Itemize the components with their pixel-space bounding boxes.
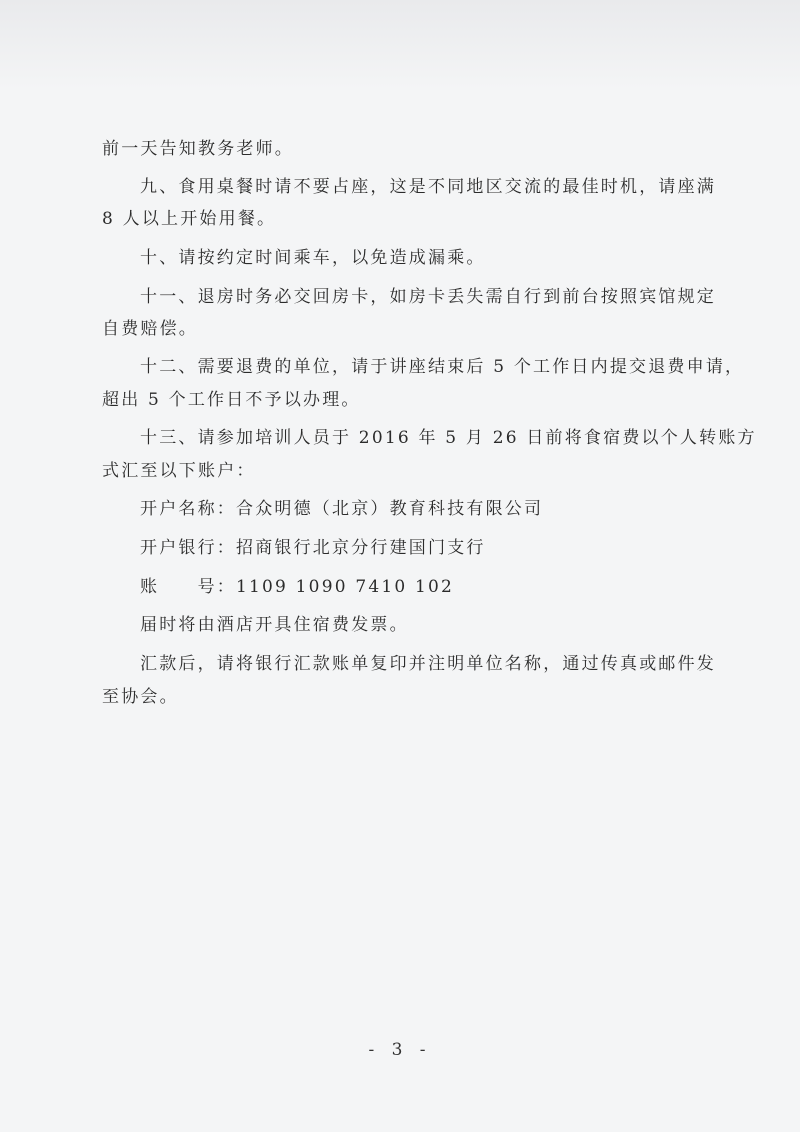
body-line: 十二、需要退费的单位，请于讲座结束后 5 个工作日内提交退费申请，: [140, 357, 745, 377]
body-line: 至协会。: [102, 687, 179, 707]
body-line: 十一、退房时务必交回房卡，如房卡丢失需自行到前台按照宾馆规定: [140, 287, 716, 307]
account-number-line: 账 号：1109 1090 7410 102: [140, 577, 455, 597]
account-name-line: 开户名称：合众明德（北京）教育科技有限公司: [140, 499, 544, 519]
body-line: 十、请按约定时间乘车，以免造成漏乘。: [140, 248, 486, 268]
document-body: [102, 137, 757, 707]
body-line: 届时将由酒店开具住宿费发票。: [140, 615, 409, 635]
body-line: 超出 5 个工作日不予以办理。: [102, 390, 361, 410]
body-line: 十三、请参加培训人员于 2016 年 5 月 26 日前将食宿费以个人转账方: [140, 428, 757, 448]
body-line: 式汇至以下账户：: [102, 461, 256, 481]
scan-shadow: [0, 0, 800, 90]
body-line: 前一天告知教务老师。: [102, 139, 294, 159]
body-line: 8 人以上开始用餐。: [102, 209, 277, 229]
account-bank-line: 开户银行：招商银行北京分行建国门支行: [140, 538, 486, 558]
page-number: - 3 -: [368, 1040, 432, 1060]
body-line: 自费赔偿。: [102, 319, 198, 339]
body-line: 九、食用桌餐时请不要占座，这是不同地区交流的最佳时机，请座满: [140, 177, 716, 197]
body-line: 汇款后，请将银行汇款账单复印并注明单位名称，通过传真或邮件发: [140, 654, 716, 674]
